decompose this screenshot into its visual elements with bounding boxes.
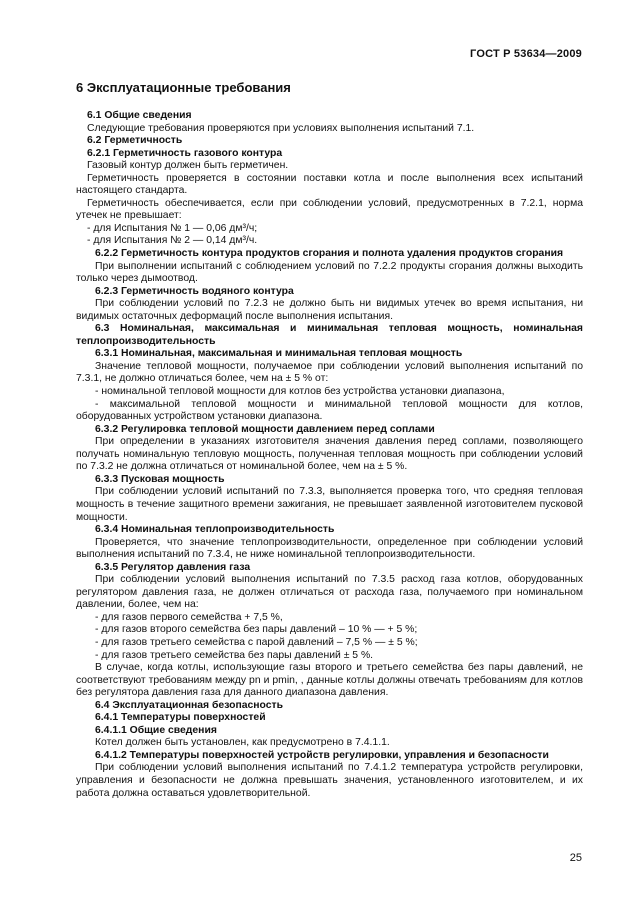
subsection-heading: 6.2.3 Герметичность водяного контура — [95, 285, 294, 297]
paragraph: Газовый контур должен быть герметичен. — [87, 160, 289, 172]
paragraph: При соблюдении условий выполнения испытаний по 7.4.1.2 температура устройств регулировки, управления и безопасности не должна превышать значения, установленного изготовителем, и их работа должна оставаться удовлетворительной. — [76, 762, 583, 799]
paragraph: При соблюдении условий выполнения испытаний по 7.3.5 расход газа котлов, оборудованных регулятором давления газа, не должен отличаться от расхода газа, получаемого при номинальном давлении, более, чем на: — [76, 574, 583, 611]
list-item: - для газов третьего семейства с парой давлений – 7,5 % — ± 5 %; — [95, 636, 418, 648]
paragraph: Значение тепловой мощности, получаемое при соблюдении условий выполнения испытаний по 7.3.1, не должно отличаться более, чем на ± 5 % от: — [76, 360, 583, 385]
document-body — [76, 110, 583, 800]
list-item: - для Испытания № 1 — 0,06 дм³/ч; — [87, 222, 258, 234]
paragraph: Котел должен быть установлен, как предусмотрено в 7.4.1.1. — [95, 737, 390, 749]
subsection-heading: 6.2.1 Герметичность газового контура — [87, 147, 283, 159]
subsection-heading: 6.3.5 Регулятор давления газа — [95, 561, 251, 573]
subsection-heading: 6.4.1.1 Общие сведения — [95, 724, 217, 736]
subsection-heading: 6.2 Герметичность — [87, 135, 183, 147]
paragraph: В случае, когда котлы, использующие газы второго и третьего семейства без пары давлений, не соответствуют требованиям между pn и pmin, , данные котлы должны отвечать требованиям для котлов без регулятора давления газа для данного диапазона давления. — [76, 662, 583, 699]
section-title: 6 Эксплуатационные требования — [76, 80, 291, 95]
subsection-heading: 6.3.4 Номинальная теплопроизводительность — [95, 524, 335, 536]
page-number: 25 — [569, 852, 582, 864]
list-item: - номинальной тепловой мощности для котлов без устройства установки диапазона, — [95, 386, 505, 398]
list-item: - для газов третьего семейства без пары давлений ± 5 %. — [95, 649, 374, 661]
paragraph: Герметичность обеспечивается, если при соблюдении условий, предусмотренных в 7.2.1, норма утечек не превышает: — [76, 197, 583, 222]
subsection-heading: 6.4.1 Температуры поверхностей — [95, 712, 266, 724]
subsection-heading: 6.4.1.2 Температуры поверхностей устройств регулировки, управления и безопасности — [95, 749, 549, 761]
subsection-heading: 6.3.1 Номинальная, максимальная и минимальная тепловая мощность — [95, 348, 463, 360]
document-header: ГОСТ Р 53634—2009 — [470, 48, 582, 60]
subsection-heading: 6.2.2 Герметичность контура продуктов сгорания и полнота удаления продуктов сгорания — [95, 248, 564, 260]
paragraph: Следующие требования проверяются при условиях выполнения испытаний 7.1. — [87, 122, 475, 134]
paragraph: При соблюдении условий испытаний по 7.3.3, выполняется проверка того, что средняя тепловая мощность в течение защитного времени зажигания, не превышает заявленной изготовителем пусковой мощности. — [76, 486, 583, 523]
paragraph: Проверяется, что значение теплопроизводительности, определенное при соблюдении условий выполнения испытаний по 7.3.4, не ниже номинальной теплопроизводительности. — [76, 536, 583, 561]
paragraph: При соблюдении условий по 7.2.3 не должно быть ни видимых утечек во время испытания, ни видимых остаточных деформаций после выполнения испытания. — [76, 298, 583, 322]
list-item: - для газов второго семейства без пары давлений – 10 % — + 5 %; — [95, 624, 418, 636]
list-item: - для газов первого семейства + 7,5 %, — [95, 611, 283, 623]
subsection-heading: 6.3 Номинальная, максимальная и минимальная тепловая мощность, номинальная теплопроизводительность — [76, 323, 583, 347]
paragraph: Герметичность проверяется в состоянии поставки котла и после выполнения всех испытаний настоящего стандарта. — [76, 172, 583, 197]
subsection-heading: 6.3.3 Пусковая мощность — [95, 473, 225, 485]
list-item: - максимальной тепловой мощности и минимальной тепловой мощности для котлов, оборудованных устройством установки диапазона. — [76, 398, 583, 423]
subsection-heading: 6.3.2 Регулировка тепловой мощности давлением перед соплами — [95, 423, 435, 435]
subsection-heading: 6.1 Общие сведения — [87, 110, 192, 121]
paragraph: При определении в указаниях изготовителя значения давления перед соплами, позволяющего получать номинальную тепловую мощность, полученная тепловая мощность при соблюдении условий по 7.3.2 не должна отличаться от номинальной более, чем на ± 5 %. — [76, 436, 583, 473]
subsection-heading: 6.4 Эксплуатационная безопасность — [95, 699, 284, 711]
paragraph: При выполнении испытаний с соблюдением условий по 7.2.2 продукты сгорания должны выходить только через дымоотвод. — [76, 260, 583, 285]
list-item: - для Испытания № 2 — 0,14 дм³/ч. — [87, 235, 258, 247]
